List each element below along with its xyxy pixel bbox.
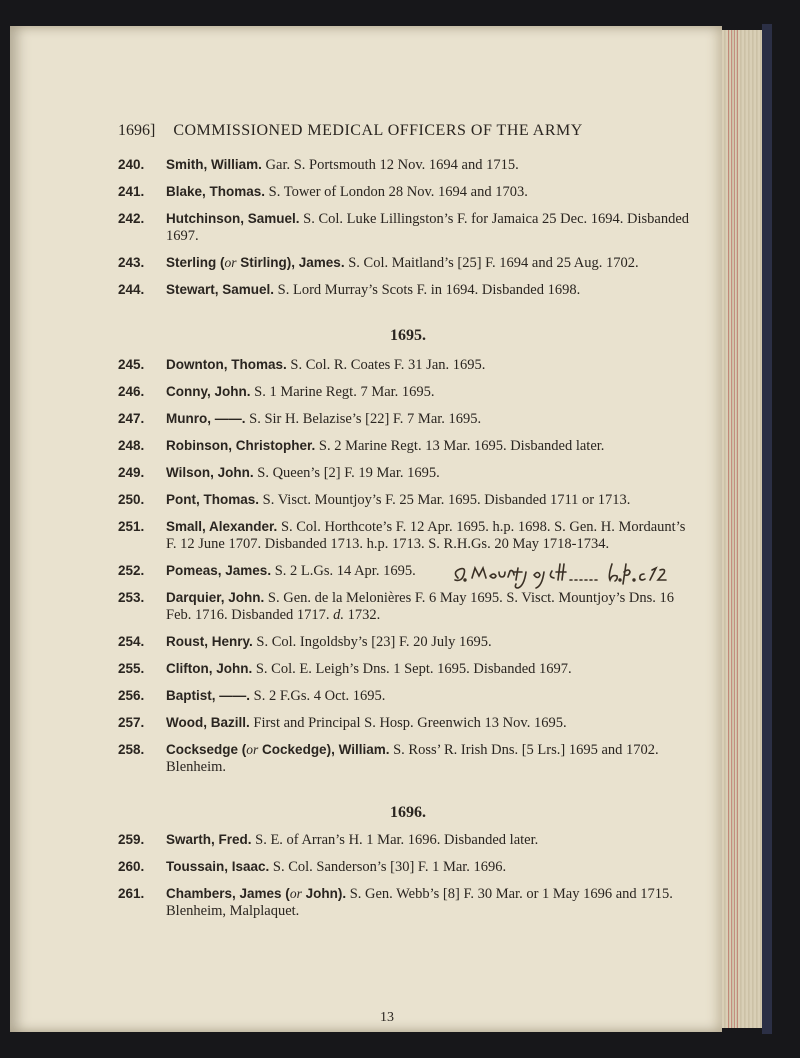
entry-number: 252. — [118, 563, 145, 578]
entry-number: 259. — [118, 832, 145, 847]
entry — [118, 831, 698, 849]
entry-number: 254. — [118, 634, 145, 649]
entry-number: 256. — [118, 688, 145, 703]
page-number: 13 — [380, 1010, 394, 1025]
entry-name: Downton, Thomas. — [166, 357, 287, 372]
entry-number: 246. — [118, 384, 145, 399]
entry-name: Wilson, John. — [166, 465, 254, 480]
entry-text: S. Col. Sanderson’s [30] F. 1 Mar. 1696. — [269, 859, 507, 875]
entry — [118, 660, 698, 678]
entry-text: S. Tower of London 28 Nov. 1694 and 1703. — [265, 184, 528, 200]
entry-number: 261. — [118, 886, 145, 901]
entry-name: Munro, ——. — [166, 411, 246, 426]
entry — [118, 464, 698, 482]
entry-name: Roust, Henry. — [166, 634, 253, 649]
entry — [118, 633, 698, 651]
entry — [118, 210, 698, 245]
entries-group-1694 — [118, 156, 698, 299]
entry-number: 260. — [118, 859, 145, 874]
entry-name: Conny, John. — [166, 384, 251, 399]
entry-name: Darquier, John. — [166, 590, 265, 605]
entry-text: S. Col. Maitland’s [25] F. 1694 and 25 Aug. 1702. — [344, 255, 639, 271]
entry-number: 255. — [118, 661, 145, 676]
entry-number: 245. — [118, 357, 145, 372]
entry-text: S. Col. Ingoldsby’s [23] F. 20 July 1695. — [252, 634, 492, 650]
entry-number: 248. — [118, 438, 145, 453]
entry-name: Wood, Bazill. — [166, 715, 250, 730]
entry-name: Sterling (or Stirling), James. — [166, 255, 345, 270]
entry-text: S. Sir H. Belazise’s [22] F. 7 Mar. 1695. — [245, 411, 482, 427]
entry-name: Smith, William. — [166, 157, 262, 172]
book-cover-edge — [762, 24, 772, 1034]
entry-text: S. Gen. Webb’s [8] F. 30 Mar. or 1 May 1696 and 1715. Blenheim, Malplaquet. — [166, 886, 673, 919]
entry-number: 258. — [118, 742, 145, 757]
entry-name: Toussain, Isaac. — [166, 859, 270, 874]
entries-list — [118, 156, 698, 920]
entry-name: Cocksedge (or Cockedge), William. — [166, 742, 390, 757]
year-heading-1695: 1695. — [390, 327, 426, 344]
handwriting-pen-marks — [452, 558, 712, 594]
entry-text: S. E. of Arran’s H. 1 Mar. 1696. Disbanded later. — [251, 832, 539, 848]
entry-number: 253. — [118, 590, 145, 605]
entry-number: 249. — [118, 465, 145, 480]
entry — [118, 885, 698, 920]
entry-name: Robinson, Christopher. — [166, 438, 316, 453]
entry-name: Blake, Thomas. — [166, 184, 266, 199]
entry-text: S. 2 L.Gs. 14 Apr. 1695. — [271, 563, 416, 579]
entry-text: Gar. S. Portsmouth 12 Nov. 1694 and 1715. — [261, 157, 519, 173]
entry — [118, 714, 698, 732]
entry-name: Pont, Thomas. — [166, 492, 260, 507]
entry — [118, 410, 698, 428]
entry — [118, 858, 698, 876]
entry — [118, 518, 698, 553]
running-head-title: COMMISSIONED MEDICAL OFFICERS OF THE ARMY — [173, 122, 583, 139]
entry — [118, 281, 698, 299]
entry-name: Baptist, ——. — [166, 688, 251, 703]
entry-number: 242. — [118, 211, 145, 226]
entry-number: 240. — [118, 157, 145, 172]
entry-number: 250. — [118, 492, 145, 507]
entry — [118, 741, 698, 776]
entry-name: Clifton, John. — [166, 661, 253, 676]
entry-text: First and Principal S. Hosp. Greenwich 13 Nov. 1695. — [249, 715, 567, 731]
entry-name: Small, Alexander. — [166, 519, 278, 534]
entry — [118, 254, 698, 272]
entry-number: 257. — [118, 715, 145, 730]
entry-number: 247. — [118, 411, 145, 426]
running-head — [118, 122, 678, 140]
handwritten-annotation — [452, 558, 712, 594]
entry-text: S. 2 Marine Regt. 13 Mar. 1695. Disbanded later. — [315, 438, 605, 454]
entry — [118, 356, 698, 374]
entry — [118, 491, 698, 509]
entries-group-1696 — [118, 831, 698, 920]
entry-text: S. Col. E. Leigh’s Dns. 1 Sept. 1695. Disbanded 1697. — [252, 661, 572, 677]
entry-number: 251. — [118, 519, 145, 534]
entry — [118, 183, 698, 201]
entry-text: S. 1 Marine Regt. 7 Mar. 1695. — [250, 384, 435, 400]
entry — [118, 383, 698, 401]
entry-number: 241. — [118, 184, 145, 199]
entry-text: S. 2 F.Gs. 4 Oct. 1695. — [250, 688, 386, 704]
year-heading-1696: 1696. — [390, 804, 426, 821]
running-head-section: 1696] — [118, 122, 156, 139]
entry-name: Chambers, James (or John). — [166, 886, 347, 901]
entry-name: Stewart, Samuel. — [166, 282, 275, 297]
entry-text: S. Col. Luke Lillingston’s F. for Jamaica 25 Dec. 1694. Disbanded 1697. — [166, 211, 690, 244]
entry-number: 244. — [118, 282, 145, 297]
entry-name: Swarth, Fred. — [166, 832, 252, 847]
entry-text: S. Queen’s [2] F. 19 Mar. 1695. — [253, 465, 440, 481]
entry-text: S. Gen. de la Melonières F. 6 May 1695. S. Visct. Mountjoy’s Dns. 16 Feb. 1716. Disbanded 1717. d. 1732. — [166, 590, 675, 623]
entry — [118, 156, 698, 174]
entry-name: Hutchinson, Samuel. — [166, 211, 300, 226]
entry — [118, 437, 698, 455]
entry-text: S. Col. Horthcote’s F. 12 Apr. 1695. h.p. 1698. S. Gen. H. Mordaunt’s F. 12 June 1707. Disbanded 1713. h.p. 1713. S. R.H.Gs. 20 May 1718-1734. — [166, 519, 686, 552]
entry — [118, 687, 698, 705]
entry-text: S. Lord Murray’s Scots F. in 1694. Disbanded 1698. — [274, 282, 581, 298]
entry-number: 243. — [118, 255, 145, 270]
entry-text: S. Visct. Mountjoy’s F. 25 Mar. 1695. Disbanded 1711 or 1713. — [259, 492, 631, 508]
entry — [118, 589, 698, 624]
entry-text: S. Ross’ R. Irish Dns. [5 Lrs.] 1695 and 1702. Blenheim. — [166, 742, 659, 775]
entry-name: Pomeas, James. — [166, 563, 272, 578]
entry-text: S. Col. R. Coates F. 31 Jan. 1695. — [286, 357, 486, 373]
page-edges-tint — [728, 30, 738, 1028]
